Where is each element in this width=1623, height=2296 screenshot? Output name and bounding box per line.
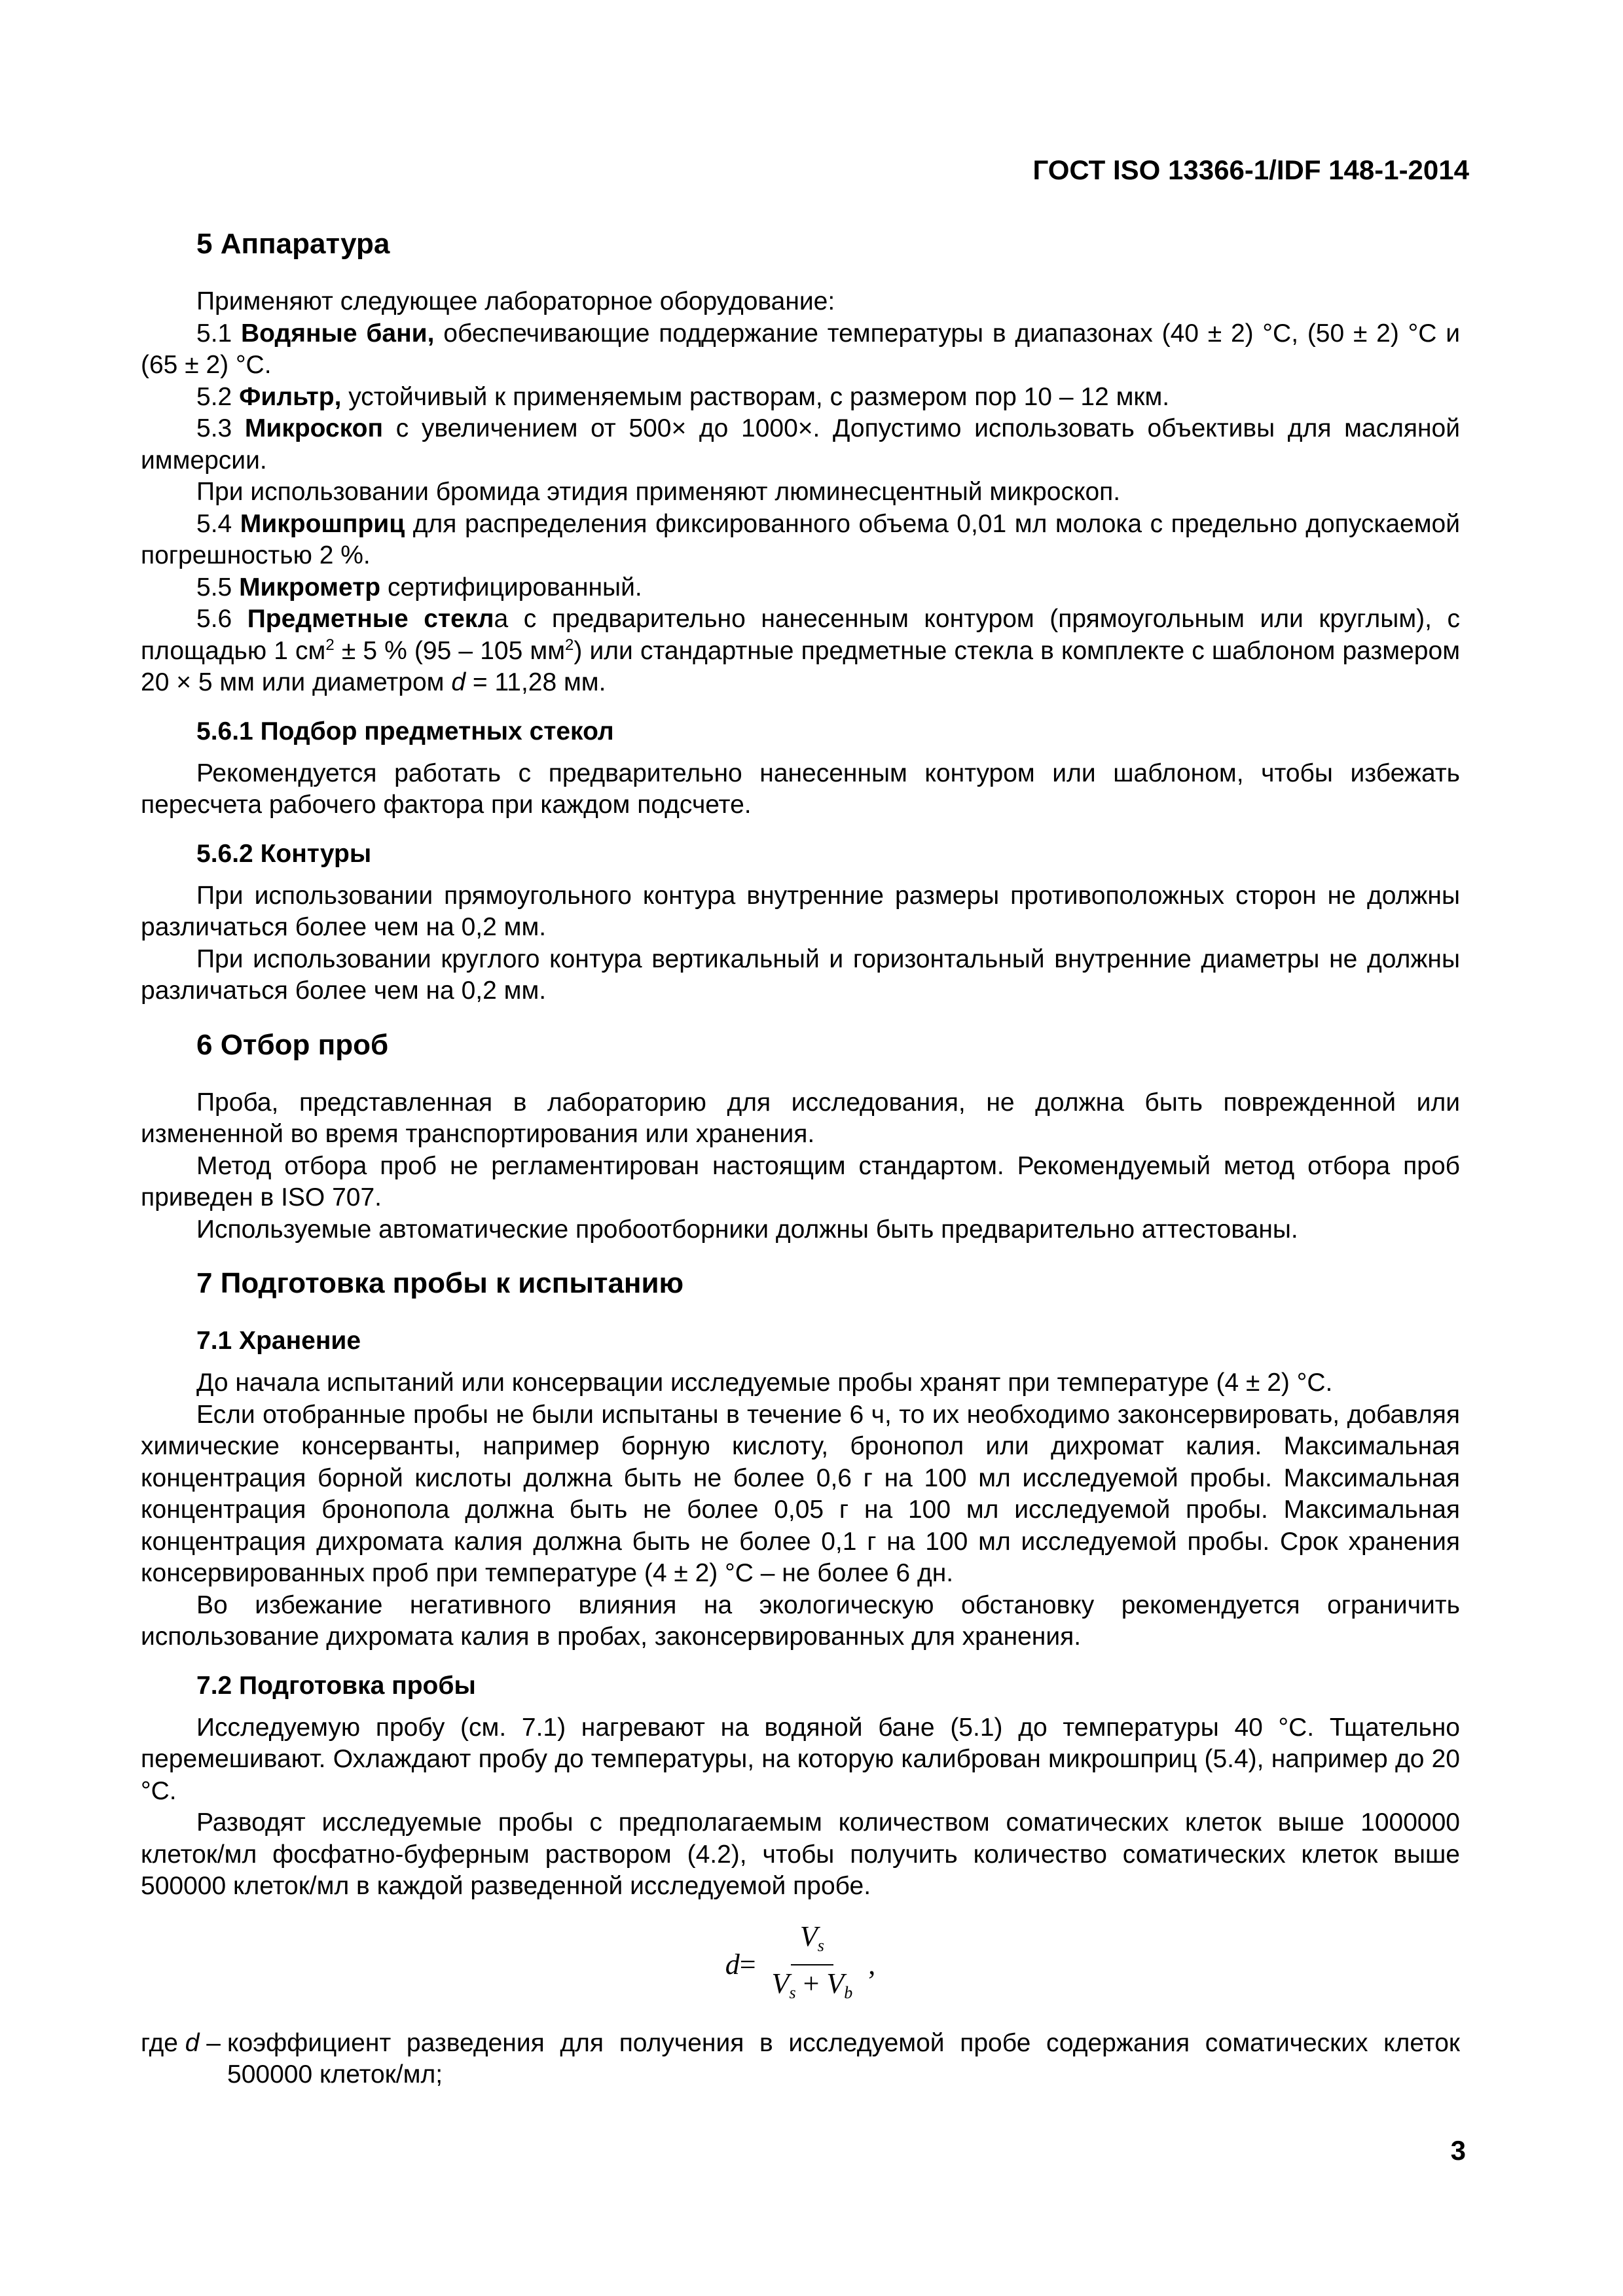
page-content <box>141 226 1460 2091</box>
formula-fraction <box>763 1921 862 2009</box>
section-6-title: 6 Отбор проб <box>196 1028 389 1061</box>
item-5-6: 5.6 Предметные стекла с предварительно нанесенным контуром (прямоугольным или круглым), с площадью 1 $см^2 \pm 5$ % (95 – 105 $мм^2$) или стандартные предметные стекла в комплекте с шаблоном размером 20 × 5 мм или диаметром d = 11,28 мм. <box>141 605 1461 696</box>
item-5-5: 5.5 Микрометр сертифицированный. <box>196 573 642 601</box>
section-6-p2: Метод отбора проб не регламентирован настоящим стандартом. Рекомендуемый метод отбора проб приведен в ISO 707. <box>141 1151 1460 1211</box>
section-5-title: 5 Аппаратура <box>196 228 390 260</box>
section-7-1-p1: До начала испытаний или консервации исследуемые пробы хранят при температуре (4 ± 2) °С. <box>196 1369 1333 1397</box>
section-7-1-p3: Во избежание негативного влияния на экологическую обстановку рекомендуется ограничить использование дихромата калия в пробах, законсервированных для хранения. <box>141 1590 1460 1651</box>
section-6-p3: Используемые автоматические пробоотборники должны быть предварительно аттестованы. <box>196 1215 1298 1244</box>
section-5-6-2-text-2: При использовании круглого контура вертикальный и горизонтальный внутренние диаметры не должны различаться более чем на 0,2 мм. <box>141 944 1460 1005</box>
formula-numerator: $V_s$ <box>791 1921 833 1966</box>
section-6-p1: Проба, представленная в лабораторию для исследования, не должна быть поврежденной или измененной во время транспортирования или хранения. <box>141 1088 1460 1148</box>
section-7-2-p2: Разводят исследуемые пробы с предполагаемым количеством соматических клеток выше 1000000 клеток/мл фосфатно-буферным раствором (4.2), чтобы получить количество соматических клеток выше 500000 клеток/мл в каждой разведенной исследуемой пробе. <box>141 1808 1460 1900</box>
page-number: 3 <box>1450 2135 1466 2166</box>
section-5-6-1-title: 5.6.1 Подбор предметных стекол <box>196 717 614 745</box>
section-7-title: 7 Подготовка пробы к испытанию <box>196 1267 684 1299</box>
section-7-1-p2: Если отобранные пробы не были испытаны в течение 6 ч, то их необходимо законсервировать, добавляя химические консерванты, например борную кислоту, бронопол или дихромат калия. Максимальная концентрация борной кислоты должна быть не более 0,6 г на 100 мл исследуемой пробы. Максимальная концентрация бронопола должна быть не более 0,05 г на 100 мл исследуемой пробы. Максимальная концентрация дихромата калия должна быть не более 0,1 г на 100 мл исследуемой пробы. Срок хранения консервированных проб при температуре (4 ± 2) °С – не более 6 дн. <box>141 1400 1460 1587</box>
section-5-6-1-text: Рекомендуется работать с предварительно нанесенным контуром или шаблоном, чтобы избежать пересчета рабочего фактора при каждом подсчете. <box>141 759 1460 819</box>
section-5-6-2-text-1: При использовании прямоугольного контура внутренние размеры противоположных сторон не должны различаться более чем на 0,2 мм. <box>141 881 1460 941</box>
section-5-6-2-title: 5.6.2 Контуры <box>196 839 372 868</box>
section-7-2-title: 7.2 Подготовка пробы <box>196 1671 476 1700</box>
item-5-2: 5.2 Фильтр, устойчивый к применяемым растворам, с размером пор 10 – 12 мкм. <box>196 382 1170 411</box>
formula-legend-text: коэффициент разведения для получения в исследуемой пробе содержания соматических клеток 500000 клеток/мл; <box>227 2028 1460 2089</box>
section-7-2-p1: Исследуемую пробу (см. 7.1) нагревают на водяной бане (5.1) до температуры 40 °С. Тщательно перемешивают. Охлаждают пробу до температуры, на которую калиброван микрошприц (5.4), например до 20 °С. <box>141 1713 1460 1805</box>
section-7-1-title: 7.1 Хранение <box>196 1327 361 1355</box>
item-5-3: 5.3 Микроскоп с увеличением от 500× до 1000×. Допустимо использовать объективы для масляной иммерсии. <box>141 414 1460 475</box>
formula-legend-lead: где d – <box>141 2028 221 2057</box>
formula-legend <box>141 2028 1460 2091</box>
dilution-formula: d = $\frac{V_s}{V_s + V_b}$ , <box>141 1921 1460 2009</box>
standard-code-header: ГОСТ ISO 13366-1/IDF 148-1-2014 <box>1032 154 1469 185</box>
item-5-3-note: При использовании бромида этидия применяют люминесцентный микроскоп. <box>196 478 1121 506</box>
item-5-4: 5.4 Микрошприц для распределения фиксированного объема 0,01 мл молока с предельно допускаемой погрешностью 2 %. <box>141 509 1460 569</box>
item-5-1: 5.1 Водяные бани, обеспечивающие поддержание температуры в диапазонах (40 ± 2) °С, (50 ± 2) °С и (65 ± 2) °С. <box>141 319 1460 379</box>
section-5-intro: Применяют следующее лабораторное оборудование: <box>196 287 835 315</box>
formula-denominator: $V_s + V_b$ <box>771 1967 853 2002</box>
